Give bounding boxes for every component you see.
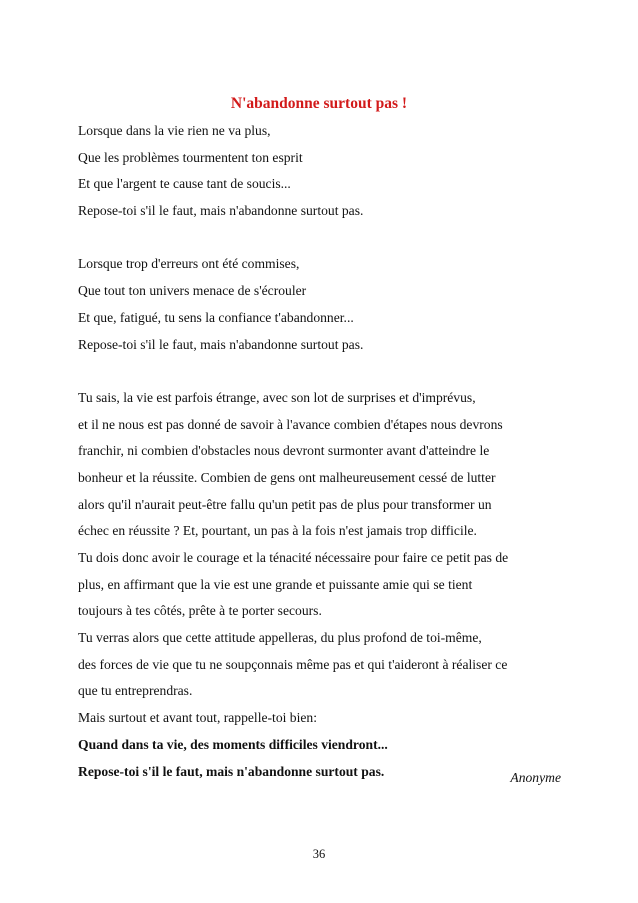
closing-bold-line: Repose-toi s'il le faut, mais n'abandonne surtout pas. [78,763,385,779]
paragraph-line: Tu verras alors que cette attitude appelleras, du plus profond de toi-même, [78,630,482,646]
closing-bold-line: Quand dans ta vie, des moments difficiles viendront... [78,736,388,752]
stanza-line: Lorsque trop d'erreurs ont été commises, [78,256,300,272]
page-number: 36 [312,847,326,861]
stanza-line: Et que, fatigué, tu sens la confiance t'abandonner... [78,309,354,325]
stanza-gap [78,225,578,252]
paragraph-line: bonheur et la réussite. Combien de gens ont malheureusement cessé de lutter [78,469,496,485]
paragraph-line: franchir, ni combien d'obstacles nous devront surmonter avant d'atteindre le [78,443,490,459]
paragraph-line: échec en réussite ? Et, pourtant, un pas à la fois n'est jamais trop difficile. [78,523,477,539]
paragraph-line: toujours à tes côtés, prête à te porter secours. [78,603,322,619]
stanza-gap [78,358,578,385]
paragraph-line: des forces de vie que tu ne soupçonnais même pas et qui t'aideront à réaliser ce [78,656,508,672]
author-signature: Anonyme [510,770,561,785]
paragraph-line: et il ne nous est pas donné de savoir à l'avance combien d'étapes nous devrons [78,416,503,432]
poem-body [78,118,578,785]
stanza-line: Et que l'argent te cause tant de soucis... [78,176,291,192]
paragraph-line: que tu entreprendras. [78,683,193,699]
prose-paragraph [78,385,578,785]
stanza-line: Que tout ton univers menace de s'écrouler [78,283,307,299]
paragraph-line: Tu dois donc avoir le courage et la ténacité nécessaire pour faire ce petit pas de [78,550,509,565]
poem-title: N'abandonne surtout pas ! [230,95,408,112]
paragraph-line: plus, en affirmant que la vie est une grande et puissante amie qui se tient [78,576,473,592]
paragraph-line: alors qu'il n'aurait peut-être fallu qu'un petit pas de plus pour transformer un [78,496,492,512]
stanza-2 [78,251,578,358]
stanza-1 [78,118,578,225]
stanza-line: Repose-toi s'il le faut, mais n'abandonne surtout pas. [78,336,364,352]
paragraph-line: Tu sais, la vie est parfois étrange, avec son lot de surprises et d'imprévus, [78,389,476,405]
paragraph-line: Mais surtout et avant tout, rappelle-toi bien: [78,710,317,726]
stanza-line: Lorsque dans la vie rien ne va plus, [78,123,271,138]
stanza-line: Que les problèmes tourmentent ton esprit [78,149,303,165]
stanza-line: Repose-toi s'il le faut, mais n'abandonne surtout pas. [78,203,364,219]
